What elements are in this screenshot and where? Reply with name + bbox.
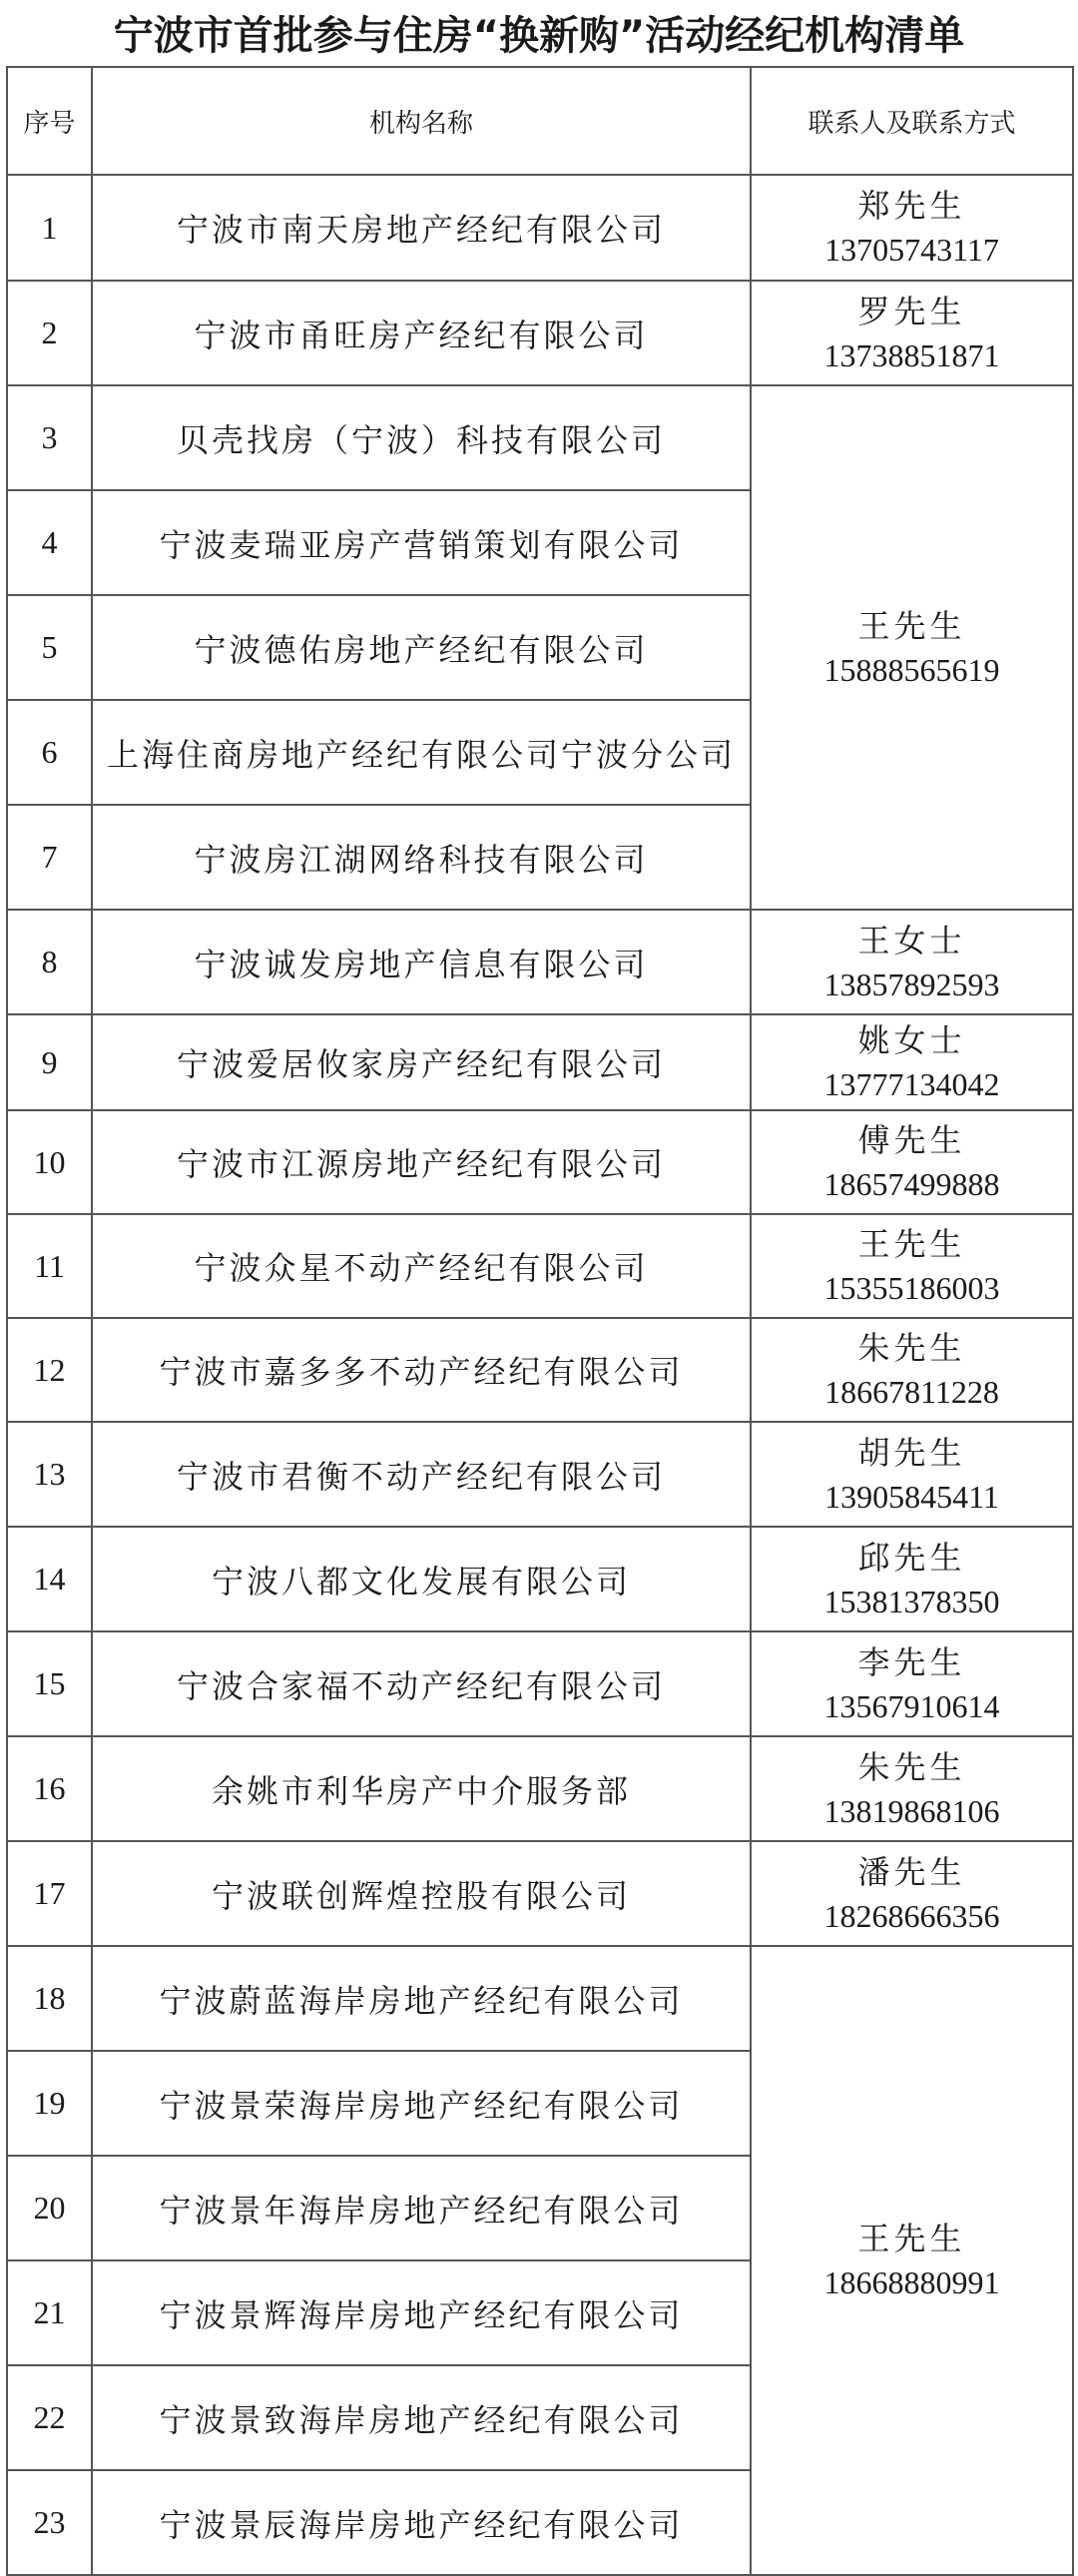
contact-cell	[751, 1527, 1073, 1631]
agency-name: 宁波德佑房地产经纪有限公司	[92, 595, 751, 700]
row-number: 2	[7, 281, 92, 385]
table-row	[7, 1946, 1073, 2051]
table-row	[7, 1014, 1073, 1110]
row-number: 12	[7, 1318, 92, 1422]
contact-phone: 18668880991	[823, 2264, 1000, 2300]
table-row	[7, 1422, 1073, 1527]
table-row	[7, 175, 1073, 281]
contact-phone: 13777134042	[823, 1066, 1000, 1102]
row-number: 15	[7, 1631, 92, 1736]
header-no: 序号	[7, 67, 92, 175]
contact-person: 胡先生	[857, 1433, 966, 1472]
contact-cell	[751, 1014, 1073, 1110]
agency-name: 宁波景辰海岸房地产经纪有限公司	[92, 2470, 751, 2575]
agency-name: 宁波蔚蓝海岸房地产经纪有限公司	[92, 1946, 751, 2051]
table-row	[7, 1214, 1073, 1318]
table-row	[7, 910, 1073, 1014]
agency-name: 宁波景年海岸房地产经纪有限公司	[92, 2156, 751, 2260]
contact-person: 潘先生	[857, 1852, 966, 1891]
row-number: 6	[7, 700, 92, 805]
contact-cell	[751, 1946, 1073, 2575]
header-contact: 联系人及联系方式	[751, 67, 1073, 175]
contact-phone: 15888565619	[823, 651, 1000, 688]
agency-table	[6, 66, 1074, 2576]
row-number: 10	[7, 1110, 92, 1214]
row-number: 20	[7, 2156, 92, 2260]
contact-person: 邱先生	[857, 1538, 966, 1577]
row-number: 22	[7, 2365, 92, 2470]
contact-person: 傅先生	[857, 1121, 966, 1159]
contact-person: 李先生	[857, 1642, 966, 1681]
contact-phone: 13738851871	[823, 336, 1000, 373]
contact-cell	[751, 1631, 1073, 1736]
row-number: 1	[7, 175, 92, 281]
contact-phone: 18268666356	[823, 1897, 1000, 1934]
contact-cell	[751, 1214, 1073, 1318]
contact-person: 王先生	[857, 1225, 966, 1263]
table-row	[7, 1110, 1073, 1214]
table-row	[7, 281, 1073, 385]
page-title: 宁波市首批参与住房“换新购”活动经纪机构清单	[113, 12, 965, 59]
agency-name: 宁波市江源房地产经纪有限公司	[92, 1110, 751, 1214]
contact-phone: 18667811228	[824, 1374, 999, 1410]
agency-name: 宁波景致海岸房地产经纪有限公司	[92, 2365, 751, 2470]
agency-name: 宁波联创辉煌控股有限公司	[92, 1841, 751, 1946]
table-row	[7, 1841, 1073, 1946]
contact-cell	[751, 1318, 1073, 1422]
row-number: 21	[7, 2260, 92, 2365]
contact-cell	[751, 385, 1073, 910]
agency-name: 宁波市君衡不动产经纪有限公司	[92, 1422, 751, 1527]
contact-person: 王先生	[857, 606, 966, 645]
header-name: 机构名称	[92, 67, 751, 175]
agency-name: 宁波房江湖网络科技有限公司	[92, 805, 751, 910]
agency-name: 宁波市嘉多多不动产经纪有限公司	[92, 1318, 751, 1422]
contact-cell	[751, 1736, 1073, 1841]
contact-cell	[751, 1841, 1073, 1946]
contact-phone: 13705743117	[824, 232, 999, 268]
table-row	[7, 1736, 1073, 1841]
table-row	[7, 1318, 1073, 1422]
agency-name: 宁波八都文化发展有限公司	[92, 1527, 751, 1631]
agency-name: 贝壳找房（宁波）科技有限公司	[92, 385, 751, 490]
contact-cell	[751, 175, 1073, 281]
agency-name: 宁波景荣海岸房地产经纪有限公司	[92, 2051, 751, 2156]
contact-cell	[751, 281, 1073, 385]
row-number: 11	[7, 1214, 92, 1318]
row-number: 9	[7, 1014, 92, 1110]
agency-name: 上海住商房地产经纪有限公司宁波分公司	[92, 700, 751, 805]
agency-name: 宁波众星不动产经纪有限公司	[92, 1214, 751, 1318]
contact-person: 朱先生	[857, 1329, 966, 1367]
contact-phone: 13905845411	[824, 1478, 999, 1515]
row-number: 17	[7, 1841, 92, 1946]
table-row	[7, 1527, 1073, 1631]
row-number: 14	[7, 1527, 92, 1631]
contact-person: 郑先生	[857, 187, 966, 225]
contact-phone: 13819868106	[823, 1792, 1000, 1829]
contact-phone: 15355186003	[823, 1270, 1000, 1306]
row-number: 3	[7, 385, 92, 490]
contact-person: 朱先生	[857, 1747, 966, 1786]
contact-person: 罗先生	[857, 292, 966, 330]
row-number: 13	[7, 1422, 92, 1527]
row-number: 8	[7, 910, 92, 1014]
row-number: 19	[7, 2051, 92, 2156]
contact-phone: 13567910614	[823, 1687, 1000, 1724]
agency-name: 宁波景辉海岸房地产经纪有限公司	[92, 2260, 751, 2365]
table-row	[7, 1631, 1073, 1736]
row-number: 5	[7, 595, 92, 700]
row-number: 23	[7, 2470, 92, 2575]
contact-person: 王先生	[857, 2220, 966, 2257]
table-row	[7, 385, 1073, 490]
contact-cell	[751, 1110, 1073, 1214]
agency-name: 宁波麦瑞亚房产营销策划有限公司	[92, 490, 751, 595]
agency-name: 宁波市甬旺房产经纪有限公司	[92, 281, 751, 385]
row-number: 18	[7, 1946, 92, 2051]
row-number: 4	[7, 490, 92, 595]
contact-person: 王女士	[857, 921, 966, 960]
contact-person: 姚女士	[857, 1021, 966, 1059]
contact-phone: 13857892593	[823, 966, 1000, 1002]
agency-name: 宁波爱居攸家房产经纪有限公司	[92, 1014, 751, 1110]
agency-name: 宁波市南天房地产经纪有限公司	[92, 175, 751, 281]
row-number: 16	[7, 1736, 92, 1841]
agency-name: 余姚市利华房产中介服务部	[92, 1736, 751, 1841]
table-header-row	[7, 67, 1073, 175]
contact-cell	[751, 1422, 1073, 1527]
row-number: 7	[7, 805, 92, 910]
contact-phone: 15381378350	[823, 1583, 1000, 1619]
table-body	[7, 175, 1073, 2575]
contact-phone: 18657499888	[823, 1166, 1000, 1202]
agency-name: 宁波合家福不动产经纪有限公司	[92, 1631, 751, 1736]
contact-cell	[751, 910, 1073, 1014]
agency-name: 宁波诚发房地产信息有限公司	[92, 910, 751, 1014]
